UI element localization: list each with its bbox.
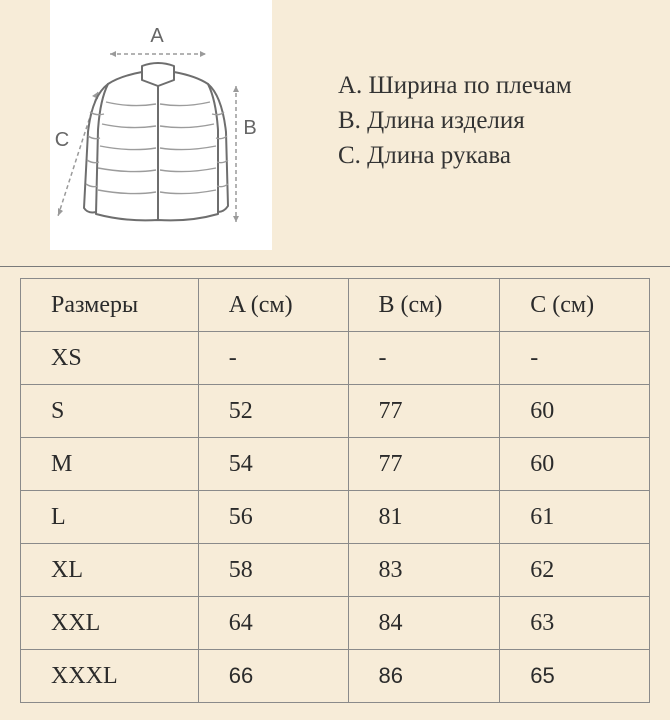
value-c-cell: 62 <box>500 544 650 597</box>
table-row <box>21 650 650 703</box>
header-sizes: Размеры <box>21 279 199 332</box>
value-c-cell: 60 <box>500 438 650 491</box>
value-c-cell: 60 <box>500 385 650 438</box>
value-c-cell: 61 <box>500 491 650 544</box>
measure-a-arrow-left <box>110 51 116 57</box>
legend-item-c: C. Длина рукава <box>338 142 511 169</box>
table-row <box>21 491 650 544</box>
table-row <box>21 385 650 438</box>
table-header-row <box>21 279 650 332</box>
value-b-cell: 86 <box>348 650 500 703</box>
size-cell: S <box>21 385 199 438</box>
legend-item-b: B. Длина изделия <box>338 107 525 134</box>
size-cell: XXL <box>21 597 199 650</box>
value-c-cell: 65 <box>500 650 650 703</box>
value-c-cell: - <box>500 332 650 385</box>
jacket-diagram <box>50 0 272 250</box>
table-row <box>21 544 650 597</box>
value-a-cell: 58 <box>198 544 348 597</box>
value-b-cell: 77 <box>348 438 500 491</box>
label-a: A <box>150 25 164 47</box>
value-c-cell: 63 <box>500 597 650 650</box>
size-cell: XL <box>21 544 199 597</box>
section-divider <box>0 266 670 267</box>
value-a-cell: 66 <box>198 650 348 703</box>
measure-a-arrow-right <box>200 51 206 57</box>
measure-b-arrow-bottom <box>233 216 239 222</box>
value-a-cell: 56 <box>198 491 348 544</box>
value-a-cell: - <box>198 332 348 385</box>
value-a-cell: 54 <box>198 438 348 491</box>
value-b-cell: 83 <box>348 544 500 597</box>
value-a-cell: 52 <box>198 385 348 438</box>
table-row <box>21 597 650 650</box>
legend-item-a: A. Ширина по плечам <box>338 72 572 99</box>
header-c: C (см) <box>500 279 650 332</box>
table-row <box>21 332 650 385</box>
header-b: B (см) <box>348 279 500 332</box>
label-c: C <box>54 129 70 151</box>
size-cell: XXXL <box>21 650 199 703</box>
jacket-outline <box>84 63 228 220</box>
header-a: A (см) <box>198 279 348 332</box>
size-chart-table <box>20 278 650 703</box>
measurement-legend <box>338 68 572 173</box>
table-row <box>21 438 650 491</box>
jacket-icon <box>50 0 272 250</box>
value-b-cell: 84 <box>348 597 500 650</box>
size-cell: L <box>21 491 199 544</box>
value-b-cell: - <box>348 332 500 385</box>
value-b-cell: 77 <box>348 385 500 438</box>
size-cell: XS <box>21 332 199 385</box>
value-a-cell: 64 <box>198 597 348 650</box>
size-cell: M <box>21 438 199 491</box>
measure-c-arrow-bottom <box>58 208 63 216</box>
value-b-cell: 81 <box>348 491 500 544</box>
measure-b-arrow-top <box>233 86 239 92</box>
label-b: B <box>243 117 257 139</box>
